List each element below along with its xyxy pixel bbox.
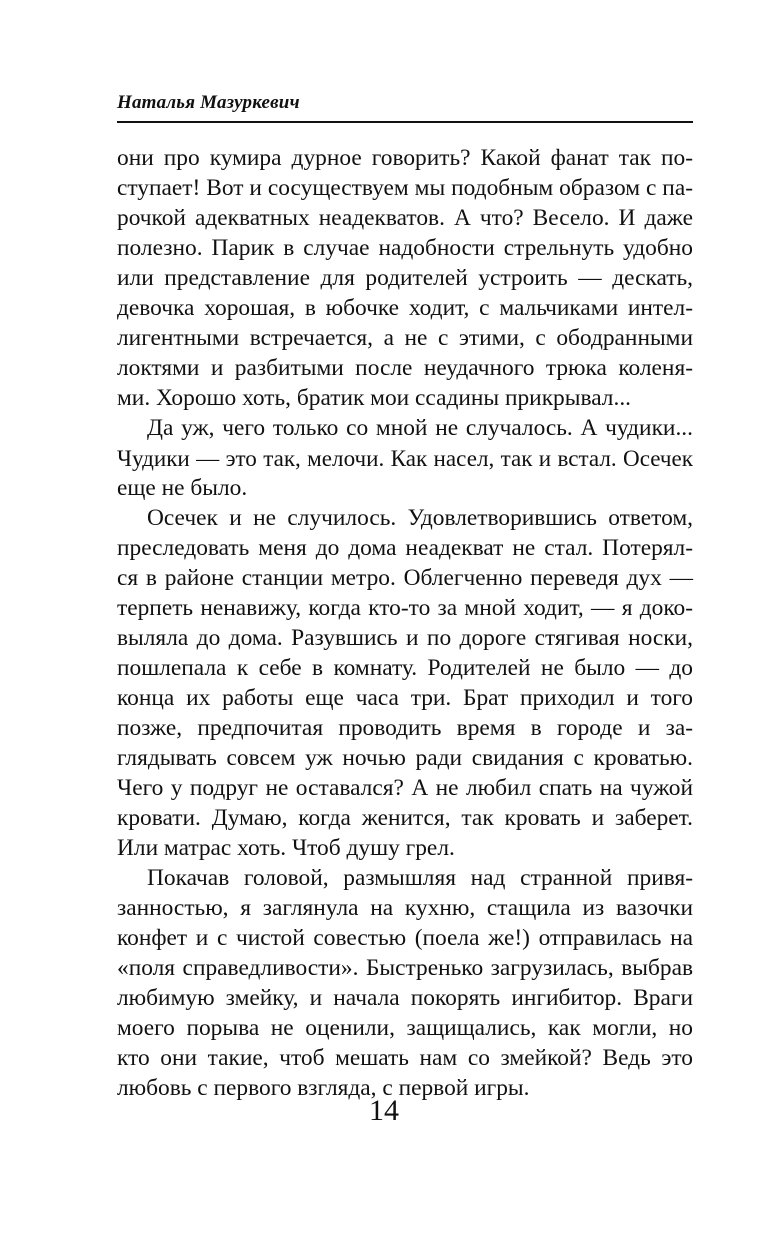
text-line: выляла до дома. Разувшись и по дороге стягивая носки, xyxy=(117,625,693,651)
text-line: Чего у подруг не оставался? А не любил спать на чужой xyxy=(117,775,693,801)
text-line: преследовать меня до дома неадекват не стал. Потерял- xyxy=(117,535,693,561)
paragraph-1 xyxy=(117,143,693,413)
text-line: конца их работы еще часа три. Брат приходил и того xyxy=(117,685,693,711)
text-line: Или матрас хоть. Чтоб душу грел. xyxy=(117,835,455,861)
text-line: полезно. Парик в случае надобности стрельнуть удобно xyxy=(117,235,693,261)
text-line: девочка хорошая, в юбочке ходит, с мальчиками интел- xyxy=(117,295,693,321)
text-line: моего порыва не оценили, защищались, как могли, но xyxy=(117,1015,693,1041)
text-line: лигентными встречается, а не с этими, с ободранными xyxy=(117,325,693,351)
text-line: терпеть ненавижу, когда кто-то за мной ходит, — я доко- xyxy=(117,595,693,621)
text-line: еще не было. xyxy=(117,475,248,501)
text-line: кровати. Думаю, когда женится, так кровать и заберет. xyxy=(117,805,693,831)
text-line: пошлепала к себе в комнату. Родителей не было — до xyxy=(117,655,693,681)
text-line: локтями и разбитыми после неудачного трюка коленя- xyxy=(117,355,693,381)
text-line: «поля справедливости». Быстренько загрузилась, выбрав xyxy=(117,955,693,981)
text-line: позже, предпочитая проводить время в городе и за- xyxy=(117,715,693,741)
text-line: Покачав головой, размышляя над странной привя- xyxy=(147,865,693,891)
running-head-author: Наталья Мазуркевич xyxy=(117,92,300,113)
text-line: ступает! Вот и сосуществуем мы подобным образом с па- xyxy=(117,175,693,201)
text-line: рочкой адекватных неадекватов. А что? Весело. И даже xyxy=(117,205,693,231)
text-line: занностью, я заглянула на кухню, стащила из вазочки xyxy=(117,895,693,921)
text-line: или представление для родителей устроить — дескать, xyxy=(117,265,693,291)
text-line: Чудики — это так, мелочи. Как насел, так и встал. Осечек xyxy=(117,445,693,471)
text-line: конфет и с чистой совестью (поела же!) отправилась на xyxy=(117,925,693,951)
text-line: они про кумира дурное говорить? Какой фанат так по- xyxy=(117,145,693,171)
header-rule xyxy=(117,121,693,123)
text-line: Да уж, чего только со мной не случалось. А чудики... xyxy=(147,415,693,441)
text-line: любимую змейку, и начала покорять ингибитор. Враги xyxy=(117,985,693,1011)
paragraph-3 xyxy=(117,503,693,863)
text-line: Осечек и не случилось. Удовлетворившись ответом, xyxy=(147,505,693,531)
text-line: глядывать совсем уж ночью ради свидания с кроватью. xyxy=(117,745,693,771)
text-line: ся в районе станции метро. Облегченно переведя дух — xyxy=(117,565,693,591)
paragraph-2 xyxy=(117,413,693,503)
body-text xyxy=(117,143,693,1103)
paragraph-4 xyxy=(117,863,693,1103)
text-line: ми. Хорошо хоть, братик мои ссадины прикрывал... xyxy=(117,385,632,411)
page-number: 14 xyxy=(369,1094,399,1127)
text-line: любовь с первого взгляда, с первой игры. xyxy=(117,1075,530,1101)
text-line: кто они такие, чтоб мешать нам со змейкой? Ведь это xyxy=(117,1045,693,1071)
